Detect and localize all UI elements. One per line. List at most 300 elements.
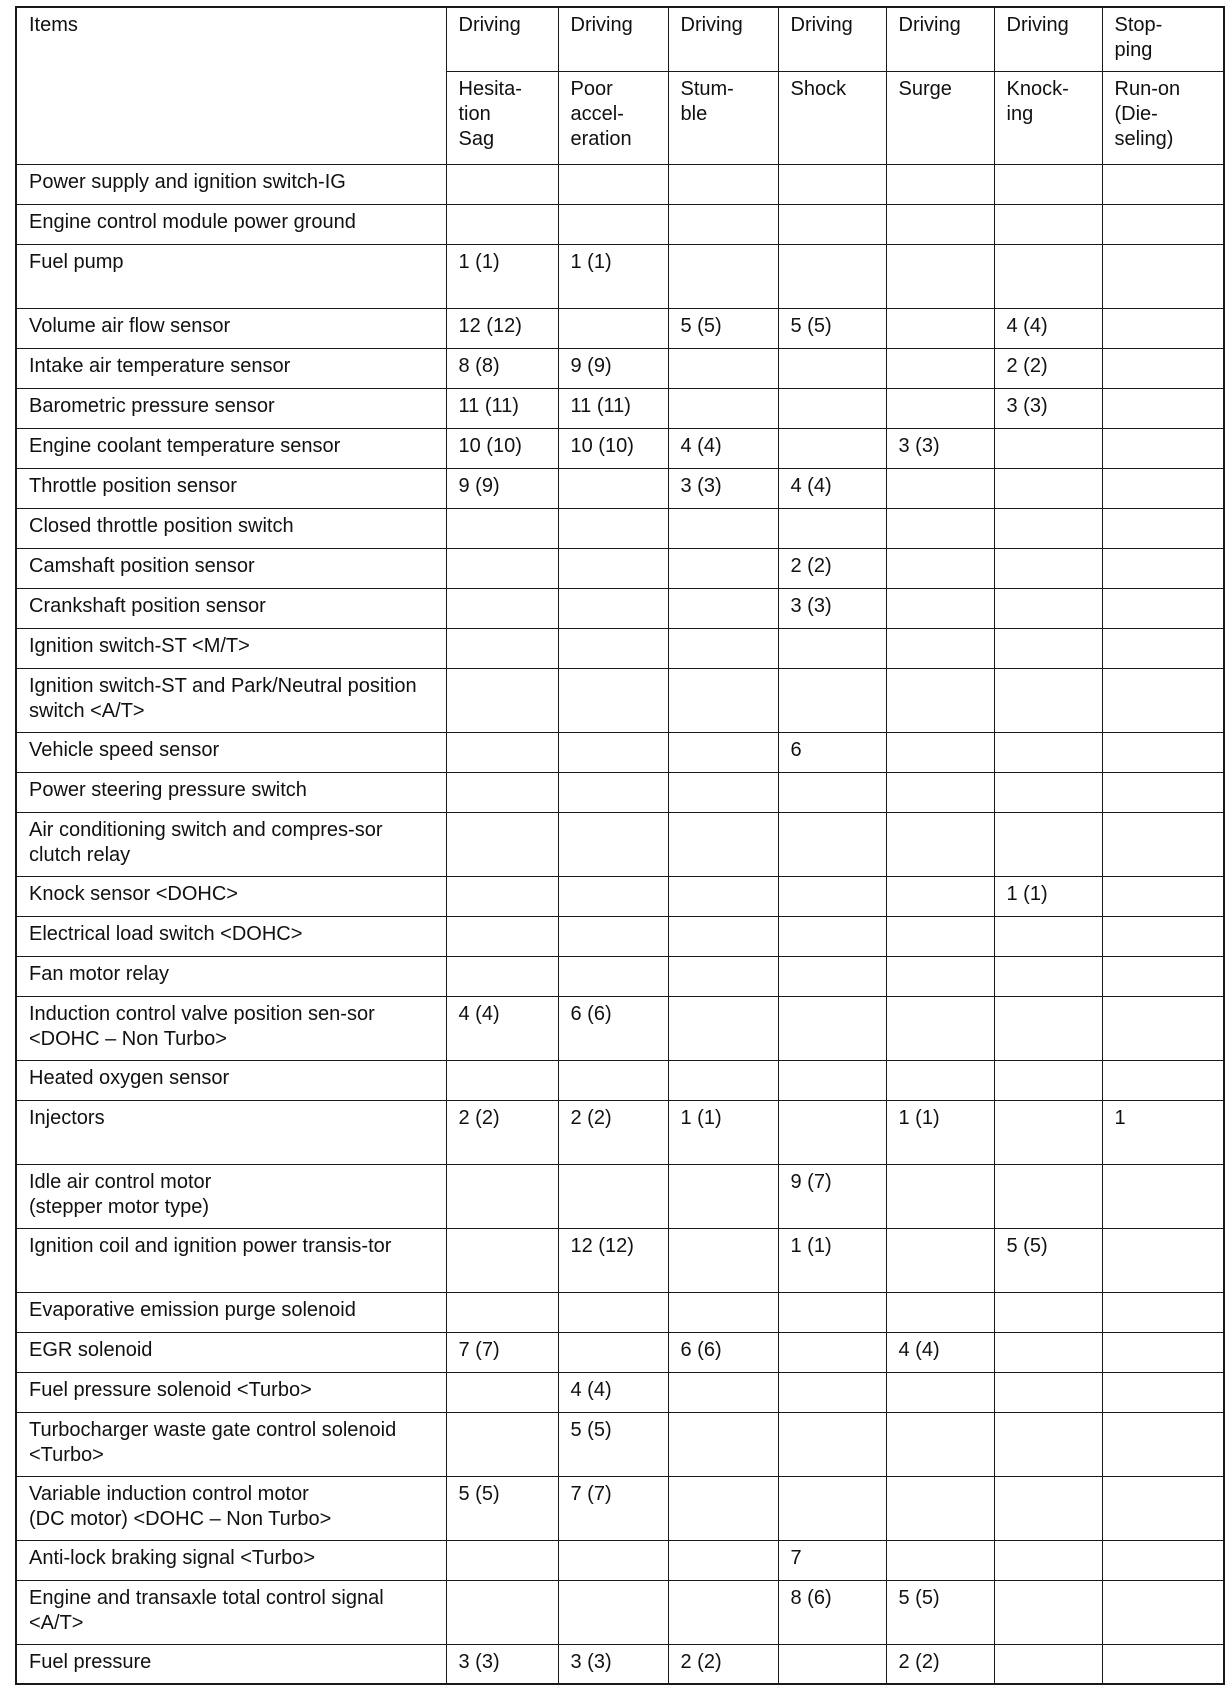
priority-cell: [446, 1292, 558, 1332]
priority-cell: [778, 876, 886, 916]
priority-cell: [1102, 916, 1224, 956]
table-row: [16, 204, 1224, 244]
priority-cell: 2 (2): [446, 1100, 558, 1164]
priority-cell: [558, 468, 668, 508]
priority-cell: [886, 1228, 994, 1292]
priority-cell: [994, 1644, 1102, 1684]
priority-cell: [558, 1164, 668, 1228]
table-row: [16, 244, 1224, 308]
table-row: [16, 628, 1224, 668]
priority-cell: 4 (4): [446, 996, 558, 1060]
priority-cell: [1102, 1060, 1224, 1100]
priority-cell: [558, 1540, 668, 1580]
priority-cell: [886, 548, 994, 588]
priority-cell: [668, 1164, 778, 1228]
priority-cell: [446, 956, 558, 996]
item-name-cell: Ignition switch-ST and Park/Neutral position switch <A/T>: [16, 668, 446, 732]
table-row: [16, 1164, 1224, 1228]
priority-cell: [1102, 996, 1224, 1060]
priority-cell: [994, 164, 1102, 204]
priority-cell: [886, 812, 994, 876]
table-row: [16, 1060, 1224, 1100]
priority-cell: [668, 732, 778, 772]
priority-cell: [668, 1228, 778, 1292]
priority-cell: [558, 628, 668, 668]
priority-cell: [668, 876, 778, 916]
priority-cell: [886, 348, 994, 388]
table-row: [16, 1476, 1224, 1540]
priority-cell: [668, 1292, 778, 1332]
priority-cell: [994, 732, 1102, 772]
priority-cell: [994, 588, 1102, 628]
table-row: [16, 588, 1224, 628]
priority-cell: [446, 812, 558, 876]
priority-cell: [994, 812, 1102, 876]
table-row: [16, 1372, 1224, 1412]
priority-cell: [886, 1060, 994, 1100]
priority-cell: [446, 1540, 558, 1580]
priority-cell: [668, 1580, 778, 1644]
priority-cell: 11 (11): [558, 388, 668, 428]
priority-cell: 12 (12): [558, 1228, 668, 1292]
table-row: [16, 1332, 1224, 1372]
priority-cell: [886, 1164, 994, 1228]
priority-cell: [1102, 164, 1224, 204]
priority-cell: [886, 164, 994, 204]
symptom-header-cell: Hesita- tion Sag: [446, 71, 558, 164]
priority-cell: [446, 548, 558, 588]
priority-cell: [994, 1292, 1102, 1332]
priority-cell: [1102, 1292, 1224, 1332]
priority-cell: [446, 916, 558, 956]
item-name-cell: EGR solenoid: [16, 1332, 446, 1372]
item-name-cell: Throttle position sensor: [16, 468, 446, 508]
priority-cell: [1102, 204, 1224, 244]
priority-cell: [1102, 732, 1224, 772]
priority-cell: [994, 1580, 1102, 1644]
priority-cell: 8 (8): [446, 348, 558, 388]
priority-cell: [778, 916, 886, 956]
priority-cell: 8 (6): [778, 1580, 886, 1644]
priority-cell: [668, 1060, 778, 1100]
condition-header-cell: Driving: [886, 7, 994, 71]
priority-cell: [1102, 956, 1224, 996]
priority-cell: [558, 308, 668, 348]
priority-cell: [668, 668, 778, 732]
priority-cell: [778, 1412, 886, 1476]
priority-cell: 5 (5): [558, 1412, 668, 1476]
priority-cell: [1102, 468, 1224, 508]
priority-cell: [1102, 428, 1224, 468]
priority-cell: 7: [778, 1540, 886, 1580]
table-row: [16, 1412, 1224, 1476]
priority-cell: [558, 1292, 668, 1332]
priority-cell: [994, 916, 1102, 956]
item-name-cell: Intake air temperature sensor: [16, 348, 446, 388]
priority-cell: [558, 732, 668, 772]
condition-header-cell: Stop- ping: [1102, 7, 1224, 71]
priority-cell: [1102, 628, 1224, 668]
priority-cell: [886, 772, 994, 812]
priority-cell: [778, 1100, 886, 1164]
priority-cell: [886, 628, 994, 668]
table-row: [16, 812, 1224, 876]
table-row: [16, 1540, 1224, 1580]
priority-cell: [668, 812, 778, 876]
priority-cell: [668, 1372, 778, 1412]
symptom-header-cell: Poor accel- eration: [558, 71, 668, 164]
priority-cell: 3 (3): [994, 388, 1102, 428]
item-name-cell: Fan motor relay: [16, 956, 446, 996]
priority-cell: 9 (7): [778, 1164, 886, 1228]
item-name-cell: Idle air control motor (stepper motor type): [16, 1164, 446, 1228]
priority-cell: [446, 164, 558, 204]
item-name-cell: Engine coolant temperature sensor: [16, 428, 446, 468]
priority-cell: [668, 548, 778, 588]
priority-cell: [1102, 1644, 1224, 1684]
priority-cell: [1102, 244, 1224, 308]
priority-cell: [778, 428, 886, 468]
priority-cell: [558, 164, 668, 204]
priority-cell: 5 (5): [778, 308, 886, 348]
priority-cell: [886, 916, 994, 956]
condition-header-row: [16, 7, 1224, 71]
priority-cell: [1102, 548, 1224, 588]
priority-cell: [446, 668, 558, 732]
priority-cell: 2 (2): [778, 548, 886, 588]
item-name-cell: Engine and transaxle total control signal <A/T>: [16, 1580, 446, 1644]
table-row: [16, 164, 1224, 204]
priority-cell: [558, 1332, 668, 1372]
priority-cell: [886, 1540, 994, 1580]
priority-cell: 4 (4): [558, 1372, 668, 1412]
priority-cell: [558, 204, 668, 244]
priority-cell: [994, 1100, 1102, 1164]
priority-cell: [668, 204, 778, 244]
table-row: [16, 1100, 1224, 1164]
priority-cell: [886, 508, 994, 548]
priority-cell: [668, 244, 778, 308]
priority-cell: [778, 388, 886, 428]
priority-cell: [886, 204, 994, 244]
item-name-cell: Induction control valve position sen-sor <DOHC – Non Turbo>: [16, 996, 446, 1060]
priority-cell: 10 (10): [558, 428, 668, 468]
priority-cell: 5 (5): [886, 1580, 994, 1644]
priority-cell: [778, 348, 886, 388]
priority-cell: 5 (5): [994, 1228, 1102, 1292]
priority-cell: [994, 956, 1102, 996]
symptom-header-cell: Shock: [778, 71, 886, 164]
priority-cell: 1: [1102, 1100, 1224, 1164]
diagnosis-table-page: [15, 6, 1223, 1685]
priority-cell: [668, 628, 778, 668]
priority-cell: [1102, 588, 1224, 628]
priority-cell: 10 (10): [446, 428, 558, 468]
items-header: Items: [16, 7, 446, 164]
priority-cell: [668, 348, 778, 388]
priority-cell: [558, 916, 668, 956]
priority-cell: [668, 508, 778, 548]
priority-cell: 2 (2): [886, 1644, 994, 1684]
table-row: [16, 956, 1224, 996]
table-row: [16, 548, 1224, 588]
priority-cell: [994, 772, 1102, 812]
item-name-cell: Closed throttle position switch: [16, 508, 446, 548]
priority-cell: 3 (3): [558, 1644, 668, 1684]
table-row: [16, 1292, 1224, 1332]
priority-cell: [668, 1540, 778, 1580]
item-name-cell: Heated oxygen sensor: [16, 1060, 446, 1100]
item-name-cell: Electrical load switch <DOHC>: [16, 916, 446, 956]
item-name-cell: Fuel pressure: [16, 1644, 446, 1684]
priority-cell: [446, 1580, 558, 1644]
priority-cell: [886, 1476, 994, 1540]
symptom-header-cell: Knock- ing: [994, 71, 1102, 164]
priority-cell: [886, 308, 994, 348]
priority-cell: [1102, 508, 1224, 548]
item-name-cell: Ignition switch-ST <M/T>: [16, 628, 446, 668]
item-name-cell: Turbocharger waste gate control solenoid <Turbo>: [16, 1412, 446, 1476]
item-name-cell: Anti-lock braking signal <Turbo>: [16, 1540, 446, 1580]
priority-cell: 2 (2): [558, 1100, 668, 1164]
priority-cell: [668, 956, 778, 996]
priority-cell: [994, 548, 1102, 588]
priority-cell: [558, 876, 668, 916]
table-row: [16, 1580, 1224, 1644]
priority-cell: 4 (4): [886, 1332, 994, 1372]
priority-cell: [446, 1164, 558, 1228]
priority-cell: [558, 1060, 668, 1100]
priority-cell: [558, 548, 668, 588]
item-name-cell: Fuel pressure solenoid <Turbo>: [16, 1372, 446, 1412]
priority-cell: [994, 244, 1102, 308]
priority-cell: [446, 772, 558, 812]
priority-cell: [994, 628, 1102, 668]
item-name-cell: Variable induction control motor (DC motor) <DOHC – Non Turbo>: [16, 1476, 446, 1540]
item-name-cell: Evaporative emission purge solenoid: [16, 1292, 446, 1332]
priority-cell: [1102, 1332, 1224, 1372]
priority-cell: [558, 772, 668, 812]
item-name-cell: Air conditioning switch and compres-sor clutch relay: [16, 812, 446, 876]
table-row: [16, 428, 1224, 468]
priority-cell: [1102, 1228, 1224, 1292]
priority-cell: [778, 204, 886, 244]
priority-cell: [778, 164, 886, 204]
priority-cell: [886, 1292, 994, 1332]
priority-cell: [668, 996, 778, 1060]
priority-cell: 9 (9): [446, 468, 558, 508]
priority-cell: [446, 1372, 558, 1412]
table-row: [16, 1228, 1224, 1292]
priority-cell: [1102, 388, 1224, 428]
condition-header-cell: Driving: [778, 7, 886, 71]
priority-cell: [886, 732, 994, 772]
priority-cell: [668, 1412, 778, 1476]
priority-cell: 11 (11): [446, 388, 558, 428]
priority-cell: [994, 996, 1102, 1060]
priority-cell: [1102, 876, 1224, 916]
condition-header-cell: Driving: [558, 7, 668, 71]
diagnosis-table: [15, 6, 1225, 1685]
priority-cell: [886, 1412, 994, 1476]
priority-cell: [1102, 772, 1224, 812]
priority-cell: [668, 164, 778, 204]
priority-cell: [994, 428, 1102, 468]
priority-cell: [446, 1228, 558, 1292]
priority-cell: 2 (2): [994, 348, 1102, 388]
priority-cell: [994, 1540, 1102, 1580]
item-name-cell: Power steering pressure switch: [16, 772, 446, 812]
priority-cell: [778, 628, 886, 668]
diagnosis-table-body: [16, 164, 1224, 1684]
priority-cell: [1102, 1540, 1224, 1580]
priority-cell: 6 (6): [558, 996, 668, 1060]
priority-cell: [778, 996, 886, 1060]
priority-cell: 1 (1): [886, 1100, 994, 1164]
priority-cell: 2 (2): [668, 1644, 778, 1684]
table-row: [16, 732, 1224, 772]
priority-cell: [994, 1332, 1102, 1372]
priority-cell: [446, 732, 558, 772]
table-row: [16, 916, 1224, 956]
priority-cell: [994, 668, 1102, 732]
item-name-cell: Crankshaft position sensor: [16, 588, 446, 628]
priority-cell: 3 (3): [778, 588, 886, 628]
priority-cell: 7 (7): [446, 1332, 558, 1372]
condition-header-cell: Driving: [446, 7, 558, 71]
table-row: [16, 1644, 1224, 1684]
priority-cell: [446, 508, 558, 548]
priority-cell: [778, 1644, 886, 1684]
priority-cell: 4 (4): [994, 308, 1102, 348]
priority-cell: [1102, 668, 1224, 732]
priority-cell: 3 (3): [446, 1644, 558, 1684]
priority-cell: [994, 1164, 1102, 1228]
priority-cell: 1 (1): [558, 244, 668, 308]
priority-cell: [1102, 1580, 1224, 1644]
priority-cell: [886, 588, 994, 628]
priority-cell: [778, 1476, 886, 1540]
table-row: [16, 308, 1224, 348]
symptom-header-cell: Stum- ble: [668, 71, 778, 164]
priority-cell: [1102, 308, 1224, 348]
item-name-cell: Camshaft position sensor: [16, 548, 446, 588]
item-name-cell: Power supply and ignition switch-IG: [16, 164, 446, 204]
priority-cell: [994, 1372, 1102, 1412]
item-name-cell: Ignition coil and ignition power transis-tor: [16, 1228, 446, 1292]
priority-cell: 6 (6): [668, 1332, 778, 1372]
table-row: [16, 468, 1224, 508]
priority-cell: [668, 588, 778, 628]
priority-cell: [886, 388, 994, 428]
priority-cell: [778, 244, 886, 308]
priority-cell: [1102, 812, 1224, 876]
priority-cell: 6: [778, 732, 886, 772]
priority-cell: [994, 1060, 1102, 1100]
priority-cell: [778, 508, 886, 548]
priority-cell: [558, 668, 668, 732]
symptom-header-cell: Surge: [886, 71, 994, 164]
priority-cell: [778, 812, 886, 876]
priority-cell: [886, 1372, 994, 1412]
priority-cell: 7 (7): [558, 1476, 668, 1540]
priority-cell: 4 (4): [778, 468, 886, 508]
priority-cell: [558, 956, 668, 996]
table-row: [16, 388, 1224, 428]
priority-cell: [558, 508, 668, 548]
priority-cell: [446, 628, 558, 668]
priority-cell: [1102, 348, 1224, 388]
priority-cell: 9 (9): [558, 348, 668, 388]
priority-cell: [668, 388, 778, 428]
priority-cell: [886, 956, 994, 996]
priority-cell: [1102, 1476, 1224, 1540]
item-name-cell: Engine control module power ground: [16, 204, 446, 244]
priority-cell: [668, 916, 778, 956]
priority-cell: 5 (5): [668, 308, 778, 348]
priority-cell: 1 (1): [668, 1100, 778, 1164]
priority-cell: [778, 772, 886, 812]
priority-cell: [1102, 1372, 1224, 1412]
priority-cell: [446, 588, 558, 628]
priority-cell: [446, 876, 558, 916]
table-row: [16, 508, 1224, 548]
priority-cell: [886, 876, 994, 916]
priority-cell: 5 (5): [446, 1476, 558, 1540]
priority-cell: 1 (1): [994, 876, 1102, 916]
condition-header-cell: Driving: [994, 7, 1102, 71]
priority-cell: [446, 204, 558, 244]
table-row: [16, 668, 1224, 732]
priority-cell: [994, 1412, 1102, 1476]
item-name-cell: Injectors: [16, 1100, 446, 1164]
priority-cell: [994, 508, 1102, 548]
priority-cell: 3 (3): [886, 428, 994, 468]
priority-cell: [886, 996, 994, 1060]
priority-cell: [558, 588, 668, 628]
item-name-cell: Knock sensor <DOHC>: [16, 876, 446, 916]
priority-cell: [886, 668, 994, 732]
priority-cell: [1102, 1164, 1224, 1228]
priority-cell: [668, 1476, 778, 1540]
table-row: [16, 772, 1224, 812]
symptom-header-cell: Run-on (Die- seling): [1102, 71, 1224, 164]
priority-cell: 1 (1): [446, 244, 558, 308]
table-row: [16, 348, 1224, 388]
item-name-cell: Barometric pressure sensor: [16, 388, 446, 428]
priority-cell: [558, 812, 668, 876]
priority-cell: [778, 1292, 886, 1332]
item-name-cell: Vehicle speed sensor: [16, 732, 446, 772]
priority-cell: [668, 772, 778, 812]
priority-cell: [558, 1580, 668, 1644]
priority-cell: [994, 204, 1102, 244]
priority-cell: [886, 468, 994, 508]
priority-cell: 12 (12): [446, 308, 558, 348]
priority-cell: [778, 1332, 886, 1372]
priority-cell: 3 (3): [668, 468, 778, 508]
priority-cell: 4 (4): [668, 428, 778, 468]
priority-cell: [994, 1476, 1102, 1540]
item-name-cell: Volume air flow sensor: [16, 308, 446, 348]
priority-cell: [778, 668, 886, 732]
priority-cell: [778, 956, 886, 996]
table-row: [16, 996, 1224, 1060]
table-row: [16, 876, 1224, 916]
item-name-cell: Fuel pump: [16, 244, 446, 308]
priority-cell: [778, 1372, 886, 1412]
condition-header-cell: Driving: [668, 7, 778, 71]
